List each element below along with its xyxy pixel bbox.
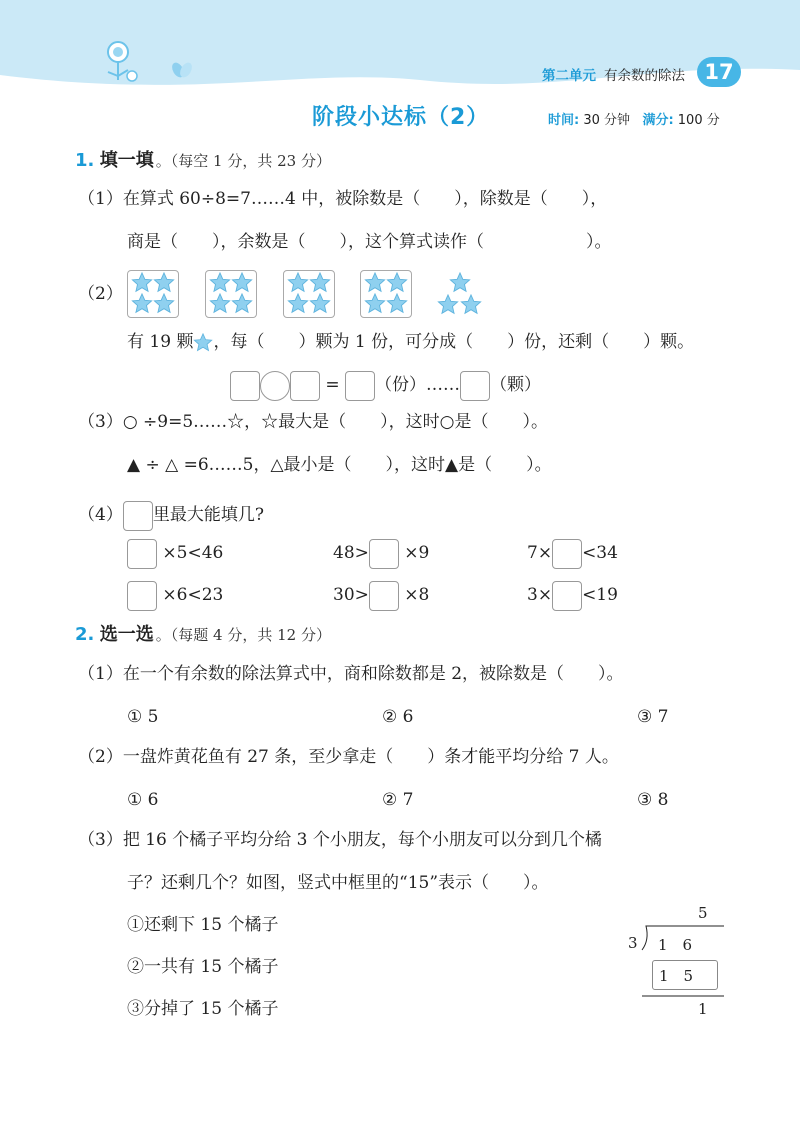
q2-text-a: 有 19 颗 — [127, 332, 194, 352]
star-icon — [386, 293, 408, 315]
unit-label: 第二单元 — [542, 68, 596, 84]
score-label: 满分: — [642, 113, 674, 128]
star-group-4 — [360, 270, 412, 318]
star-icon — [131, 272, 153, 294]
star-icon — [364, 272, 386, 294]
q2-fen-label: （份）…… — [375, 375, 461, 395]
q4-item-4 — [127, 580, 223, 611]
answer-box[interactable] — [369, 581, 399, 611]
star-icon — [153, 272, 175, 294]
time-value: 30 分钟 — [583, 113, 631, 128]
s1-q2-sentence — [127, 330, 694, 354]
star-icon — [209, 293, 231, 315]
q4-item-3 — [527, 538, 618, 569]
division-product-box — [652, 960, 718, 990]
q4-item-5 — [333, 580, 429, 611]
time-info — [548, 109, 720, 128]
s2-q3-opt-2[interactable]: ②一共有 15 个橘子 — [127, 957, 279, 977]
star-icon — [460, 294, 482, 316]
s2-q2-opt-2[interactable]: ② 7 — [382, 790, 414, 810]
answer-box[interactable] — [127, 581, 157, 611]
s2-q3-opt-1[interactable]: ①还剩下 15 个橘子 — [127, 915, 279, 935]
s1-q2-label: （2） — [78, 284, 123, 304]
answer-box[interactable] — [552, 539, 582, 569]
topic-label: 有余数的除法 — [604, 68, 685, 84]
star-icon — [153, 293, 175, 315]
s2-q2: （2）一盘炸黄花鱼有 27 条，至少拿走（ ）条才能平均分给 7 人。 — [78, 747, 619, 767]
q4-expr: ×6<23 — [162, 585, 224, 605]
s1-q4-prompt — [78, 500, 264, 531]
q4-expr: 48> — [333, 543, 369, 563]
q4-expr: ×5<46 — [162, 543, 224, 563]
page-title: 阶段小达标（2） — [312, 105, 490, 130]
division-remainder: 1 — [698, 1000, 708, 1018]
s2-q1: （1）在一个有余数的除法算式中，商和除数都是 2，被除数是（ ）。 — [78, 664, 624, 684]
s2-q2-opt-1[interactable]: ① 6 — [127, 790, 159, 810]
star-icon — [364, 293, 386, 315]
q4-item-6 — [527, 580, 618, 611]
star-icon — [287, 293, 309, 315]
star-icon — [287, 272, 309, 294]
star-icon — [209, 272, 231, 294]
q4-item-1 — [127, 538, 223, 569]
s1-q1-line2: 商是（ ），余数是（ ），这个算式读作（ ）。 — [127, 232, 612, 252]
q2-ke-label: （颗） — [490, 375, 542, 395]
section-name: 选一选 — [99, 624, 154, 645]
s2-q3-line1: （3）把 16 个橘子平均分给 3 个小朋友，每个小朋友可以分到几个橘 — [78, 830, 602, 850]
star-icon — [449, 272, 471, 294]
star-group-loose — [435, 272, 485, 318]
s1-q3-line1: （3）○ ÷9=5……☆，☆最大是（ ），这时○是（ ）。 — [78, 412, 549, 432]
star-icon — [386, 272, 408, 294]
section-note: 。（每题 4 分，共 12 分） — [155, 626, 331, 644]
star-icon — [193, 333, 213, 353]
score-value: 100 分 — [677, 113, 720, 128]
time-label: 时间: — [548, 113, 580, 128]
answer-box[interactable] — [552, 581, 582, 611]
division-divisor: 3 — [628, 934, 638, 952]
answer-box[interactable] — [127, 539, 157, 569]
section-note: 。（每空 1 分，共 23 分） — [155, 152, 331, 170]
q4-expr: 30> — [333, 585, 369, 605]
star-icon — [131, 293, 153, 315]
star-icon — [309, 293, 331, 315]
answer-box[interactable] — [460, 371, 490, 401]
answer-box[interactable] — [290, 371, 320, 401]
answer-box[interactable] — [369, 539, 399, 569]
q4-expr: 3× — [527, 585, 553, 605]
s2-q1-opt-3[interactable]: ③ 7 — [637, 707, 669, 727]
section-number: 2. — [75, 624, 95, 645]
s1-q2-equation — [230, 370, 541, 401]
s1-q1-line1: （1）在算式 60÷8=7……4 中，被除数是（ ），除数是（ ）， — [78, 189, 608, 209]
s2-q1-opt-2[interactable]: ② 6 — [382, 707, 414, 727]
section-2-heading — [75, 620, 331, 646]
star-icon — [231, 293, 253, 315]
star-icon — [437, 294, 459, 316]
star-icon — [231, 272, 253, 294]
q4-expr: ×8 — [404, 585, 430, 605]
division-quotient: 5 — [698, 904, 708, 922]
page-number: 17 — [697, 57, 741, 87]
equals-sign: = — [325, 375, 340, 395]
q4-expr: <19 — [582, 585, 618, 605]
s2-q2-opt-3[interactable]: ③ 8 — [637, 790, 669, 810]
q4-text: 里最大能填几? — [152, 505, 264, 525]
division-dividend: 1 6 — [658, 936, 693, 954]
q2-text-b: ，每（ ）颗为 1 份，可分成（ ）份，还剩（ ）颗。 — [213, 332, 695, 352]
section-number: 1. — [75, 150, 95, 171]
star-icon — [309, 272, 331, 294]
q4-label: （4） — [78, 505, 123, 525]
star-group-2 — [205, 270, 257, 318]
division-product: 1 5 — [659, 967, 694, 985]
long-division-figure — [620, 900, 730, 1020]
answer-box[interactable] — [345, 371, 375, 401]
s1-q3-line2: ▲ ÷ △ =6……5，△最小是（ ），这时▲是（ ）。 — [127, 455, 552, 475]
section-name: 填一填 — [99, 150, 154, 171]
star-group-3 — [283, 270, 335, 318]
q4-expr: <34 — [582, 543, 618, 563]
q4-item-2 — [333, 538, 429, 569]
s2-q3-line2: 子？还剩几个？如图，竖式中框里的“15”表示（ ）。 — [127, 873, 549, 893]
header-chapter — [542, 64, 685, 84]
q4-expr: ×9 — [404, 543, 430, 563]
answer-box[interactable] — [230, 371, 260, 401]
s2-q3-opt-3[interactable]: ③分掉了 15 个橘子 — [127, 999, 279, 1019]
star-group-1 — [127, 270, 179, 318]
operator-circle[interactable] — [260, 371, 290, 401]
s2-q1-opt-1[interactable]: ① 5 — [127, 707, 159, 727]
section-1-heading — [75, 146, 331, 172]
answer-box[interactable] — [123, 501, 153, 531]
q4-expr: 7× — [527, 543, 553, 563]
